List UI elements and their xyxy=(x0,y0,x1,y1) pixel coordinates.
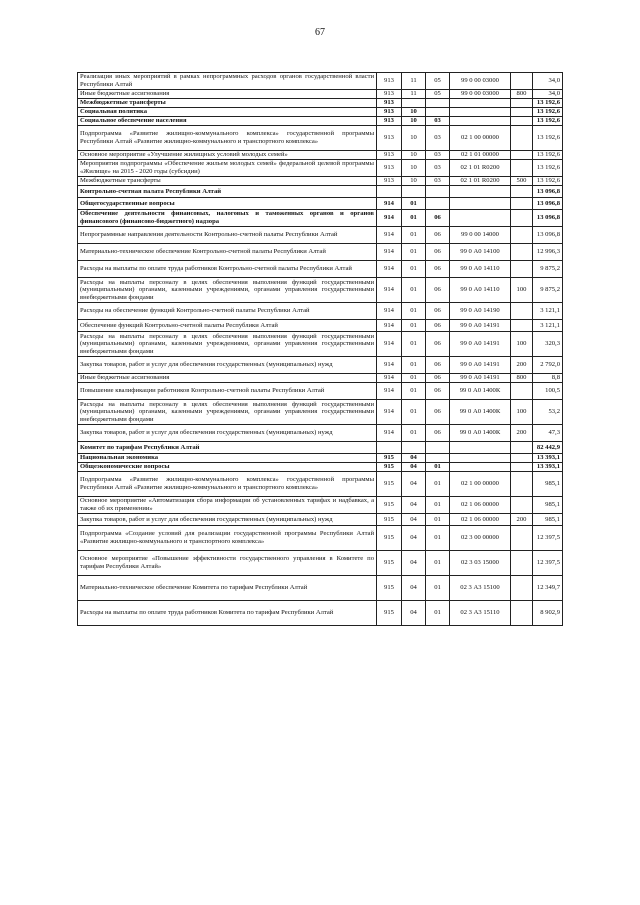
cell-name: Подпрограмма «Развитие жилищно-коммунального комплекса» государственной программы Республики Алтай «Развитие жилищно-коммунального и транспортного комплекса» xyxy=(78,126,377,151)
cell-vr xyxy=(511,472,533,497)
table-row xyxy=(78,210,563,227)
table-row xyxy=(78,374,563,383)
cell-rz xyxy=(402,186,426,198)
cell-sum: 47,3 xyxy=(533,425,563,442)
cell-vr xyxy=(511,551,533,576)
cell-rz: 01 xyxy=(402,198,426,210)
cell-sum: 12 996,3 xyxy=(533,244,563,261)
cell-csr: 02 3 А3 15110 xyxy=(450,601,511,626)
cell-rz: 04 xyxy=(402,551,426,576)
cell-sum: 12 397,5 xyxy=(533,526,563,551)
cell-vr xyxy=(511,210,533,227)
cell-csr: 02 1 06 00000 xyxy=(450,514,511,526)
cell-csr xyxy=(450,210,511,227)
cell-name: Национальная экономика xyxy=(78,454,377,463)
cell-sum: 13 393,1 xyxy=(533,463,563,472)
cell-rz: 01 xyxy=(402,332,426,357)
cell-csr xyxy=(450,186,511,198)
cell-rz: 10 xyxy=(402,108,426,117)
table-row xyxy=(78,357,563,374)
cell-rz xyxy=(402,442,426,454)
cell-vr xyxy=(511,303,533,320)
cell-csr: 02 3 00 00000 xyxy=(450,526,511,551)
table-row xyxy=(78,261,563,278)
cell-vr xyxy=(511,320,533,332)
cell-rz: 04 xyxy=(402,472,426,497)
cell-ved: 915 xyxy=(377,514,402,526)
cell-rz: 10 xyxy=(402,177,426,186)
cell-ved: 914 xyxy=(377,303,402,320)
cell-rz: 10 xyxy=(402,151,426,160)
table-row xyxy=(78,186,563,198)
cell-name: Межбюджетные трансферты xyxy=(78,177,377,186)
table-row xyxy=(78,108,563,117)
table-row xyxy=(78,99,563,108)
cell-vr xyxy=(511,497,533,514)
cell-pr: 06 xyxy=(426,400,450,425)
cell-vr xyxy=(511,442,533,454)
cell-rz: 01 xyxy=(402,261,426,278)
cell-name: Расходы на выплаты персоналу в целях обеспечения выполнения функций государственными (муниципальными) органами, казенными учреждениями, органами управления государственными внебюджетными фондами xyxy=(78,400,377,425)
cell-name: Мероприятия подпрограммы «Обеспечение жильем молодых семей» федеральной целевой программы «Жилище» на 2015 - 2020 годы (субсидии) xyxy=(78,160,377,177)
cell-name: Основное мероприятие «Автоматизация сбора информации об установленных тарифах и надбавках, а также об их применении» xyxy=(78,497,377,514)
cell-ved: 914 xyxy=(377,374,402,383)
cell-ved: 914 xyxy=(377,332,402,357)
table-row xyxy=(78,526,563,551)
cell-vr: 500 xyxy=(511,177,533,186)
cell-name: Расходы на обеспечение функций Контрольно-счетной палаты Республики Алтай xyxy=(78,303,377,320)
cell-csr: 02 1 01 R0200 xyxy=(450,177,511,186)
cell-sum: 8 902,9 xyxy=(533,601,563,626)
cell-ved: 913 xyxy=(377,99,402,108)
cell-rz: 01 xyxy=(402,357,426,374)
table-row xyxy=(78,126,563,151)
cell-csr: 99 0 А0 14191 xyxy=(450,320,511,332)
cell-csr: 99 0 А0 14191 xyxy=(450,374,511,383)
cell-name: Подпрограмма «Создание условий для реализации государственной программы Республики Алтай «Развитие жилищно-коммунального и транспортного комплекса» xyxy=(78,526,377,551)
cell-csr: 99 0 00 03000 xyxy=(450,73,511,90)
cell-csr: 02 3 03 15000 xyxy=(450,551,511,576)
cell-name: Материально-техническое обеспечение Комитета по тарифам Республики Алтай xyxy=(78,576,377,601)
cell-name: Непрограммные направления деятельности Контрольно-счетной палаты Республики Алтай xyxy=(78,227,377,244)
cell-pr: 01 xyxy=(426,576,450,601)
cell-csr: 99 0 А0 1400К xyxy=(450,400,511,425)
table-row xyxy=(78,320,563,332)
cell-pr: 06 xyxy=(426,425,450,442)
cell-vr xyxy=(511,244,533,261)
cell-vr xyxy=(511,198,533,210)
cell-name: Общегосударственные вопросы xyxy=(78,198,377,210)
cell-name: Закупка товаров, работ и услуг для обеспечения государственных (муниципальных) нужд xyxy=(78,425,377,442)
cell-pr: 01 xyxy=(426,514,450,526)
cell-pr: 06 xyxy=(426,261,450,278)
cell-ved: 913 xyxy=(377,151,402,160)
cell-csr: 99 0 А0 14190 xyxy=(450,303,511,320)
cell-name: Закупка товаров, работ и услуг для обеспечения государственных (муниципальных) нужд xyxy=(78,514,377,526)
cell-pr: 06 xyxy=(426,303,450,320)
cell-pr: 06 xyxy=(426,244,450,261)
cell-sum: 13 192,6 xyxy=(533,160,563,177)
cell-ved: 915 xyxy=(377,497,402,514)
cell-vr xyxy=(511,151,533,160)
table-row xyxy=(78,177,563,186)
cell-pr: 01 xyxy=(426,526,450,551)
cell-sum: 2 792,0 xyxy=(533,357,563,374)
cell-rz: 10 xyxy=(402,117,426,126)
cell-rz: 01 xyxy=(402,400,426,425)
cell-ved: 914 xyxy=(377,425,402,442)
cell-pr: 03 xyxy=(426,160,450,177)
cell-name: Основное мероприятие «Повышение эффективности государственного управления в Комитете по тарифам Республики Алтай» xyxy=(78,551,377,576)
cell-csr: 99 0 А0 1400К xyxy=(450,425,511,442)
page-number: 67 xyxy=(315,27,325,38)
table-row xyxy=(78,151,563,160)
table-row xyxy=(78,73,563,90)
cell-vr xyxy=(511,261,533,278)
cell-ved: 914 xyxy=(377,383,402,400)
cell-csr: 02 1 00 00000 xyxy=(450,472,511,497)
cell-ved: 913 xyxy=(377,108,402,117)
cell-rz xyxy=(402,99,426,108)
cell-sum: 13 192,6 xyxy=(533,177,563,186)
cell-sum: 13 393,1 xyxy=(533,454,563,463)
cell-sum: 34,0 xyxy=(533,90,563,99)
cell-sum: 13 192,6 xyxy=(533,99,563,108)
cell-csr xyxy=(450,463,511,472)
table-row xyxy=(78,425,563,442)
table-row xyxy=(78,514,563,526)
cell-rz: 04 xyxy=(402,526,426,551)
cell-rz: 11 xyxy=(402,73,426,90)
cell-csr: 02 3 А3 15100 xyxy=(450,576,511,601)
cell-sum: 985,1 xyxy=(533,472,563,497)
cell-pr: 06 xyxy=(426,357,450,374)
cell-sum: 100,5 xyxy=(533,383,563,400)
cell-csr xyxy=(450,454,511,463)
cell-rz: 04 xyxy=(402,463,426,472)
cell-ved xyxy=(377,186,402,198)
cell-sum: 985,1 xyxy=(533,514,563,526)
cell-pr: 01 xyxy=(426,472,450,497)
cell-sum: 13 096,8 xyxy=(533,198,563,210)
cell-ved: 913 xyxy=(377,117,402,126)
cell-rz: 04 xyxy=(402,576,426,601)
cell-name: Закупка товаров, работ и услуг для обеспечения государственных (муниципальных) нужд xyxy=(78,357,377,374)
cell-vr xyxy=(511,99,533,108)
cell-vr: 100 xyxy=(511,332,533,357)
table-row xyxy=(78,497,563,514)
cell-ved: 915 xyxy=(377,601,402,626)
cell-sum: 13 192,6 xyxy=(533,151,563,160)
cell-csr: 02 1 01 00000 xyxy=(450,151,511,160)
cell-ved: 914 xyxy=(377,198,402,210)
cell-ved: 914 xyxy=(377,244,402,261)
cell-csr xyxy=(450,442,511,454)
table-row xyxy=(78,383,563,400)
cell-name: Обеспечение функций Контрольно-счетной палаты Республики Алтай xyxy=(78,320,377,332)
cell-rz: 04 xyxy=(402,601,426,626)
cell-rz: 04 xyxy=(402,514,426,526)
cell-name: Расходы на выплаты по оплате труда работников Комитета по тарифам Республики Алтай xyxy=(78,601,377,626)
cell-name: Подпрограмма «Развитие жилищно-коммунального комплекса» государственной программы Республики Алтай «Развитие жилищно-коммунального и транспортного комплекса» xyxy=(78,472,377,497)
cell-vr xyxy=(511,227,533,244)
cell-vr: 800 xyxy=(511,374,533,383)
cell-sum: 3 121,1 xyxy=(533,303,563,320)
cell-csr: 99 0 А0 14191 xyxy=(450,332,511,357)
table-row xyxy=(78,400,563,425)
cell-vr: 200 xyxy=(511,514,533,526)
cell-name: Расходы на выплаты по оплате труда работников Контрольно-счетной палаты Республики Алтай xyxy=(78,261,377,278)
cell-csr xyxy=(450,99,511,108)
table-row xyxy=(78,198,563,210)
cell-rz: 01 xyxy=(402,278,426,303)
cell-pr xyxy=(426,99,450,108)
cell-sum: 13 192,6 xyxy=(533,108,563,117)
cell-name: Материально-техническое обеспечение Контрольно-счетной палаты Республики Алтай xyxy=(78,244,377,261)
cell-vr xyxy=(511,526,533,551)
cell-pr xyxy=(426,108,450,117)
cell-rz: 01 xyxy=(402,425,426,442)
cell-ved: 914 xyxy=(377,320,402,332)
cell-sum: 53,2 xyxy=(533,400,563,425)
cell-vr xyxy=(511,186,533,198)
cell-pr: 03 xyxy=(426,151,450,160)
cell-name: Повышение квалификации работников Контрольно-счетной палаты Республики Алтай xyxy=(78,383,377,400)
cell-sum: 12 397,5 xyxy=(533,551,563,576)
cell-csr: 99 0 А0 1400К xyxy=(450,383,511,400)
cell-rz: 01 xyxy=(402,374,426,383)
cell-rz: 11 xyxy=(402,90,426,99)
cell-csr xyxy=(450,108,511,117)
cell-ved: 914 xyxy=(377,210,402,227)
cell-name: Межбюджетные трансферты xyxy=(78,99,377,108)
cell-pr: 06 xyxy=(426,332,450,357)
cell-name: Иные бюджетные ассигнования xyxy=(78,374,377,383)
cell-csr: 99 0 А0 14110 xyxy=(450,278,511,303)
cell-csr: 02 1 01 R0200 xyxy=(450,160,511,177)
cell-pr: 05 xyxy=(426,90,450,99)
cell-vr xyxy=(511,160,533,177)
cell-ved: 915 xyxy=(377,472,402,497)
cell-ved: 914 xyxy=(377,357,402,374)
cell-name: Контрольно-счетная палата Республики Алтай xyxy=(78,186,377,198)
cell-pr xyxy=(426,442,450,454)
cell-sum: 12 349,7 xyxy=(533,576,563,601)
cell-vr xyxy=(511,117,533,126)
cell-ved: 913 xyxy=(377,160,402,177)
cell-name: Расходы на выплаты персоналу в целях обеспечения выполнения функций государственными (муниципальными) органами, казенными учреждениями, органами управления государственными внебюджетными фондами xyxy=(78,332,377,357)
table-row xyxy=(78,90,563,99)
cell-pr: 01 xyxy=(426,601,450,626)
cell-vr xyxy=(511,454,533,463)
cell-rz: 01 xyxy=(402,383,426,400)
budget-table xyxy=(77,72,563,626)
cell-rz: 04 xyxy=(402,497,426,514)
cell-sum: 320,3 xyxy=(533,332,563,357)
table-row xyxy=(78,601,563,626)
cell-pr: 03 xyxy=(426,177,450,186)
cell-ved: 913 xyxy=(377,177,402,186)
cell-sum: 13 192,6 xyxy=(533,117,563,126)
cell-vr: 800 xyxy=(511,90,533,99)
cell-vr: 200 xyxy=(511,357,533,374)
table-row xyxy=(78,454,563,463)
cell-rz: 10 xyxy=(402,126,426,151)
table-row xyxy=(78,442,563,454)
cell-rz: 01 xyxy=(402,227,426,244)
cell-pr: 01 xyxy=(426,463,450,472)
cell-sum: 9 875,2 xyxy=(533,261,563,278)
cell-ved xyxy=(377,442,402,454)
table-row xyxy=(78,303,563,320)
cell-vr: 200 xyxy=(511,425,533,442)
cell-name: Социальное обеспечение населения xyxy=(78,117,377,126)
cell-pr: 01 xyxy=(426,551,450,576)
cell-pr: 06 xyxy=(426,374,450,383)
cell-ved: 913 xyxy=(377,126,402,151)
cell-pr: 06 xyxy=(426,210,450,227)
cell-pr: 01 xyxy=(426,497,450,514)
cell-vr xyxy=(511,383,533,400)
cell-ved: 915 xyxy=(377,551,402,576)
cell-name: Социальная политика xyxy=(78,108,377,117)
cell-csr: 99 0 А0 14100 xyxy=(450,244,511,261)
table-row xyxy=(78,463,563,472)
cell-sum: 34,0 xyxy=(533,73,563,90)
cell-csr: 99 0 А0 14191 xyxy=(450,357,511,374)
cell-rz: 01 xyxy=(402,244,426,261)
cell-name: Иные бюджетные ассигнования xyxy=(78,90,377,99)
cell-rz: 01 xyxy=(402,210,426,227)
cell-vr xyxy=(511,601,533,626)
cell-pr xyxy=(426,198,450,210)
cell-csr: 02 1 00 00000 xyxy=(450,126,511,151)
cell-pr: 03 xyxy=(426,117,450,126)
table-row xyxy=(78,244,563,261)
table-row xyxy=(78,576,563,601)
table-row xyxy=(78,160,563,177)
cell-pr: 03 xyxy=(426,126,450,151)
cell-sum: 9 875,2 xyxy=(533,278,563,303)
cell-ved: 914 xyxy=(377,227,402,244)
cell-name: Обеспечение деятельности финансовых, налоговых и таможенных органов и органов финансового (финансово-бюджетного) надзора xyxy=(78,210,377,227)
cell-pr: 06 xyxy=(426,320,450,332)
cell-ved: 915 xyxy=(377,463,402,472)
table-row xyxy=(78,332,563,357)
cell-sum: 985,1 xyxy=(533,497,563,514)
cell-pr: 05 xyxy=(426,73,450,90)
cell-ved: 915 xyxy=(377,454,402,463)
cell-vr: 100 xyxy=(511,400,533,425)
table-row xyxy=(78,117,563,126)
cell-pr: 06 xyxy=(426,383,450,400)
cell-ved: 914 xyxy=(377,400,402,425)
cell-sum: 13 192,6 xyxy=(533,126,563,151)
cell-ved: 913 xyxy=(377,90,402,99)
cell-pr xyxy=(426,186,450,198)
cell-pr: 06 xyxy=(426,278,450,303)
cell-ved: 914 xyxy=(377,278,402,303)
cell-ved: 915 xyxy=(377,526,402,551)
cell-vr xyxy=(511,108,533,117)
cell-rz: 01 xyxy=(402,320,426,332)
cell-name: Расходы на выплаты персоналу в целях обеспечения выполнения функций государственными (муниципальными) органами, казенными учреждениями, органами управления государственными внебюджетными фондами xyxy=(78,278,377,303)
cell-sum: 8,8 xyxy=(533,374,563,383)
cell-name: Комитет по тарифам Республики Алтай xyxy=(78,442,377,454)
cell-vr xyxy=(511,73,533,90)
cell-sum: 13 096,8 xyxy=(533,210,563,227)
table-row xyxy=(78,551,563,576)
table-body xyxy=(78,73,563,626)
cell-sum: 82 442,9 xyxy=(533,442,563,454)
cell-csr: 99 0 00 14000 xyxy=(450,227,511,244)
cell-vr xyxy=(511,463,533,472)
cell-sum: 13 096,8 xyxy=(533,186,563,198)
cell-csr xyxy=(450,117,511,126)
cell-rz: 01 xyxy=(402,303,426,320)
cell-ved: 915 xyxy=(377,576,402,601)
cell-vr: 100 xyxy=(511,278,533,303)
cell-csr: 99 0 00 03000 xyxy=(450,90,511,99)
table-row xyxy=(78,472,563,497)
cell-ved: 913 xyxy=(377,73,402,90)
cell-name: Реализация иных мероприятий в рамках непрограммных расходов органов государственной власти Республики Алтай xyxy=(78,73,377,90)
cell-pr: 06 xyxy=(426,227,450,244)
cell-name: Основное мероприятие «Улучшение жилищных условий молодых семей» xyxy=(78,151,377,160)
table-row xyxy=(78,278,563,303)
cell-pr xyxy=(426,454,450,463)
cell-rz: 04 xyxy=(402,454,426,463)
cell-rz: 10 xyxy=(402,160,426,177)
cell-csr xyxy=(450,198,511,210)
cell-vr xyxy=(511,576,533,601)
cell-name: Общеэкономические вопросы xyxy=(78,463,377,472)
cell-vr xyxy=(511,126,533,151)
cell-sum: 3 121,1 xyxy=(533,320,563,332)
cell-ved: 914 xyxy=(377,261,402,278)
cell-csr: 99 0 А0 14110 xyxy=(450,261,511,278)
cell-csr: 02 1 06 00000 xyxy=(450,497,511,514)
table-row xyxy=(78,227,563,244)
cell-sum: 13 096,8 xyxy=(533,227,563,244)
